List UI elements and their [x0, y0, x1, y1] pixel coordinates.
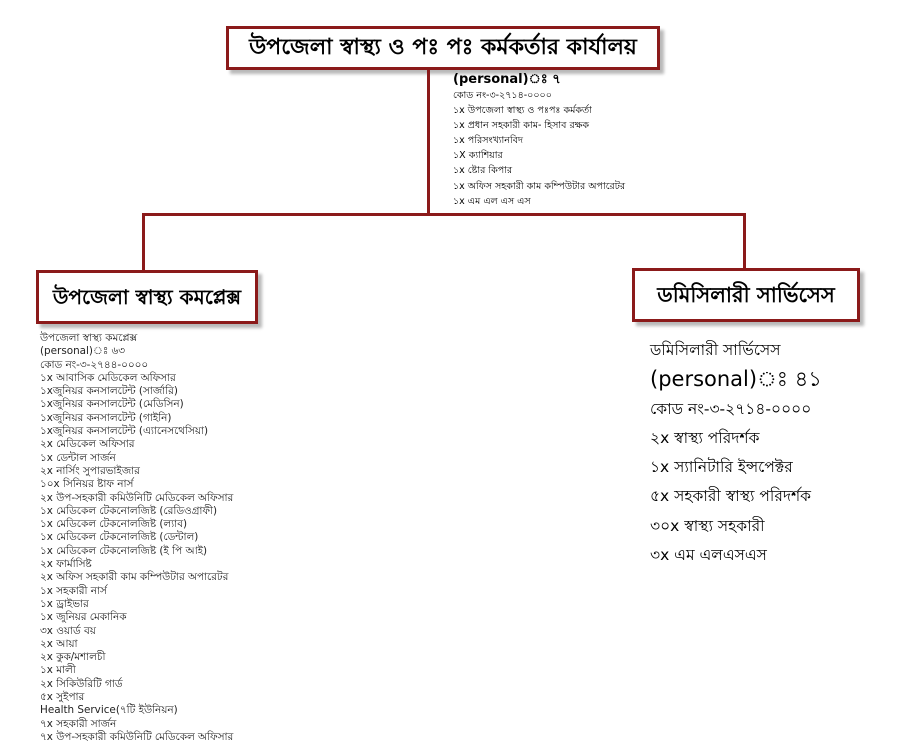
list-item: (personal)ঃ ৬৩: [40, 345, 126, 358]
list-item: ১x উপজেলা স্বাস্থ্য ও পঃপঃ কর্মকর্তা: [453, 105, 592, 117]
domiciliary-title: ডমিসিলারী সার্ভিসেস: [657, 283, 835, 307]
list-item: ২x মেডিকেল অফিসার: [40, 438, 135, 451]
list-item: ১xজুনিয়র কনসালটেন্ট (সার্জারি): [40, 385, 178, 398]
list-item: ১x আবাসিক মেডিকেল অফিসার: [40, 371, 176, 384]
list-item: ৫x সহকারী স্বাস্থ্য পরিদর্শক: [650, 487, 812, 506]
list-item: ১x এম এল এস এস: [453, 195, 531, 207]
list-item: ১X ক্যাশিয়ার: [453, 150, 503, 162]
list-item: ১০x সিনিয়র ষ্টাফ নার্স: [40, 478, 134, 491]
list-item: (personal)ঃ ৪১: [650, 367, 822, 392]
list-item: ১x জুনিয়র মেকানিক: [40, 611, 127, 624]
list-item: ১x প্রধান সহকারী কাম- হিসাব রক্ষক: [453, 120, 590, 132]
list-item: ৩০x স্বাস্থ্য সহকারী: [650, 516, 765, 535]
list-item: ১x মালী: [40, 664, 76, 677]
list-item: ১x পরিসংখ্যানবিদ: [453, 135, 523, 147]
list-item: ১x ড্রাইভার: [40, 597, 89, 610]
list-item: ১x মেডিকেল টেকনোলজিষ্ট (ই পি আই): [40, 544, 208, 557]
list-item: ১xজুনিয়র কনসালটেন্ট (গাইনি): [40, 411, 172, 424]
list-item: ১x ষ্টোর কিপার: [453, 165, 513, 177]
list-item: Health Service(৭টি ইউনিয়ন): [40, 704, 178, 717]
list-item: ২x স্বাস্থ্য পরিদর্শক: [650, 428, 760, 447]
list-item: ১x মেডিকেল টেকনোলজিষ্ট (রেডিওগ্রাফী): [40, 504, 218, 517]
list-item: ৭x উপ-সহকারী কমিউনিটি মেডিকেল অফিসার: [40, 730, 234, 743]
health-complex-title-box: [36, 270, 258, 324]
list-item: ১xজুনিয়র কনসালটেন্ট (মেডিসিন): [40, 398, 184, 411]
health-complex-title: উপজেলা স্বাস্থ্য কমপ্লেক্স: [52, 285, 242, 309]
domiciliary-title-box: [632, 268, 860, 322]
list-item: ১x মেডিকেল টেকনোলজিষ্ট (ল্যাব): [40, 518, 188, 531]
list-item: ১x মেডিকেল টেকনোলজিষ্ট (ডেন্টাল): [40, 531, 199, 544]
list-item: ২x নার্সিং সুপারভাইজার: [40, 464, 140, 477]
connector-top-vertical: [427, 68, 430, 214]
list-item: ২x সিকিউরিটি গার্ড: [40, 677, 123, 690]
domiciliary-staff-list: [650, 336, 822, 570]
office-staff-list: [453, 72, 625, 209]
list-item: ১x অফিস সহকারী কাম কম্পিউটার অপারেটর: [453, 180, 626, 192]
list-item: ২x কুক/মশালচী: [40, 651, 106, 664]
connector-horizontal: [142, 213, 746, 216]
list-item: কোড নং-৩-২৭৪৪-০০০০: [40, 358, 149, 371]
list-item: ১x স্যানিটারি ইন্সপেক্টর: [650, 458, 793, 477]
list-item: (personal)ঃ ৭: [453, 72, 561, 87]
list-item: ১x ডেন্টাল সার্জন: [40, 451, 116, 464]
health-complex-staff-list: [40, 332, 233, 744]
office-title: উপজেলা স্বাস্থ্য ও পঃ পঃ কর্মকর্তার কার্যালয়: [249, 35, 637, 60]
connector-right-vertical: [743, 213, 746, 268]
list-item: ৩x এম এলএসএস: [650, 546, 767, 565]
list-item: ৩x ওয়ার্ড বয়: [40, 624, 96, 637]
list-item: কোড নং-৩-২৭১৪-০০০০: [650, 399, 812, 418]
office-title-box: [226, 26, 660, 70]
list-item: কোড নং-৩-২৭১৪-০০০০: [453, 90, 552, 101]
list-item: ২x অফিস সহকারী কাম কম্পিউটার অপারেটর: [40, 571, 229, 584]
connector-left-vertical: [142, 213, 145, 270]
list-item: ১xজুনিয়র কনসালটেন্ট (এ্যানেসথেসিয়া): [40, 425, 209, 438]
list-item: ২x আয়া: [40, 637, 78, 650]
list-item: ১x সহকারী নার্স: [40, 584, 107, 597]
list-item: উপজেলা স্বাস্থ্য কমপ্লেক্স: [40, 332, 138, 344]
list-item: ২x ফার্মাসিষ্ট: [40, 558, 92, 571]
list-item: ৭x সহকারী সার্জন: [40, 717, 117, 730]
list-item: ২x উপ-সহকারী কমিউনিটি মেডিকেল অফিসার: [40, 491, 234, 504]
list-item: ডমিসিলারী সার্ভিসেস: [650, 341, 781, 359]
list-item: ৫x সুইপার: [40, 691, 85, 704]
